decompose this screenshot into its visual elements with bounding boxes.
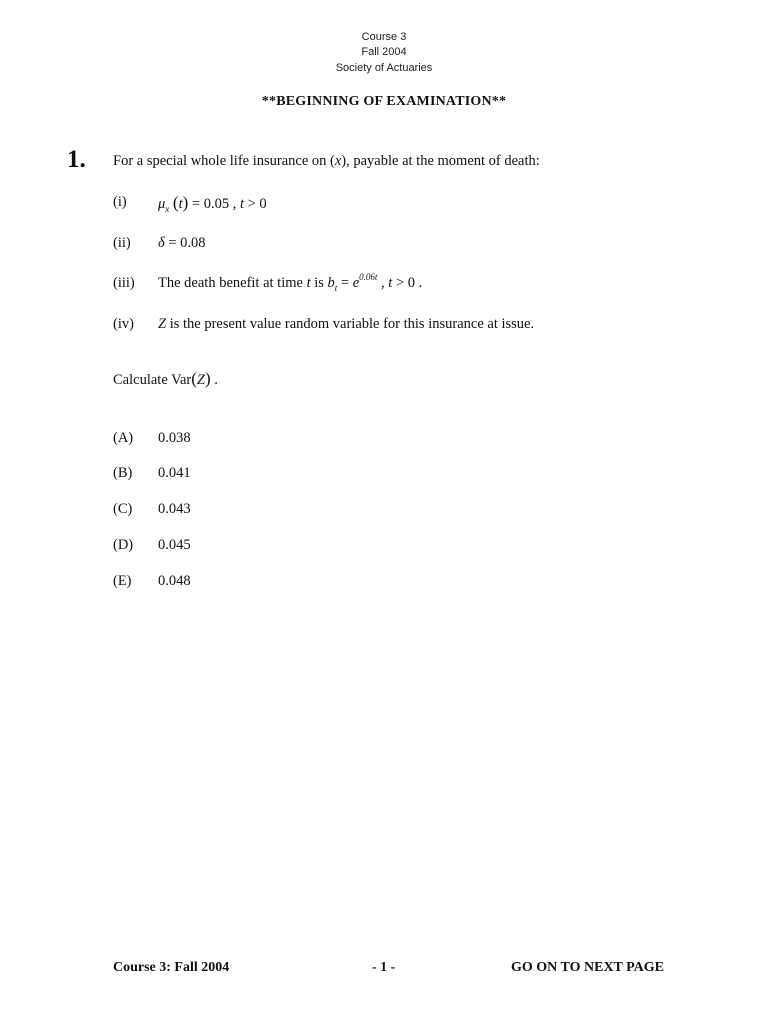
choice-label: (E) <box>113 573 132 589</box>
header-course: Course 3 <box>361 31 407 43</box>
choice-value: 0.043 <box>158 501 191 517</box>
choice-value: 0.041 <box>158 465 191 481</box>
choice-label: (D) <box>113 537 134 553</box>
question-number: 1. <box>67 146 86 173</box>
choice-label: (C) <box>113 501 133 517</box>
choice-value: 0.048 <box>158 573 191 589</box>
condition-label: (i) <box>113 194 127 210</box>
condition-label: (iv) <box>113 316 134 332</box>
header-term: Fall 2004 <box>361 46 407 58</box>
choice-value: 0.045 <box>158 537 191 553</box>
page-number: - 1 - <box>372 960 396 975</box>
exam-title: **BEGINNING OF EXAMINATION** <box>261 94 507 109</box>
calculate-prompt: Calculate Var(Z) . <box>113 369 218 388</box>
condition-text: $\mu_x$ (t) = 0.05 , t > 0 <box>158 193 267 214</box>
condition-text: Z is the present value random variable for this insurance at issue. <box>158 316 535 332</box>
header-society: Society of Actuaries <box>335 62 433 74</box>
condition-text: The death benefit at time t is $b_t = e^{0.06t}$ , t > 0 . <box>158 272 423 293</box>
condition-text: δ = 0.08 <box>158 235 206 251</box>
choice-label: (B) <box>113 465 133 481</box>
condition-label: (ii) <box>113 235 131 251</box>
question-stem: For a special whole life insurance on (x), payable at the moment of death: <box>113 153 540 169</box>
choice-label: (A) <box>113 430 134 446</box>
choice-value: 0.038 <box>158 430 191 446</box>
condition-label: (iii) <box>113 275 135 291</box>
next-page-notice: GO ON TO NEXT PAGE <box>511 960 664 975</box>
footer-course: Course 3: Fall 2004 <box>113 960 230 975</box>
